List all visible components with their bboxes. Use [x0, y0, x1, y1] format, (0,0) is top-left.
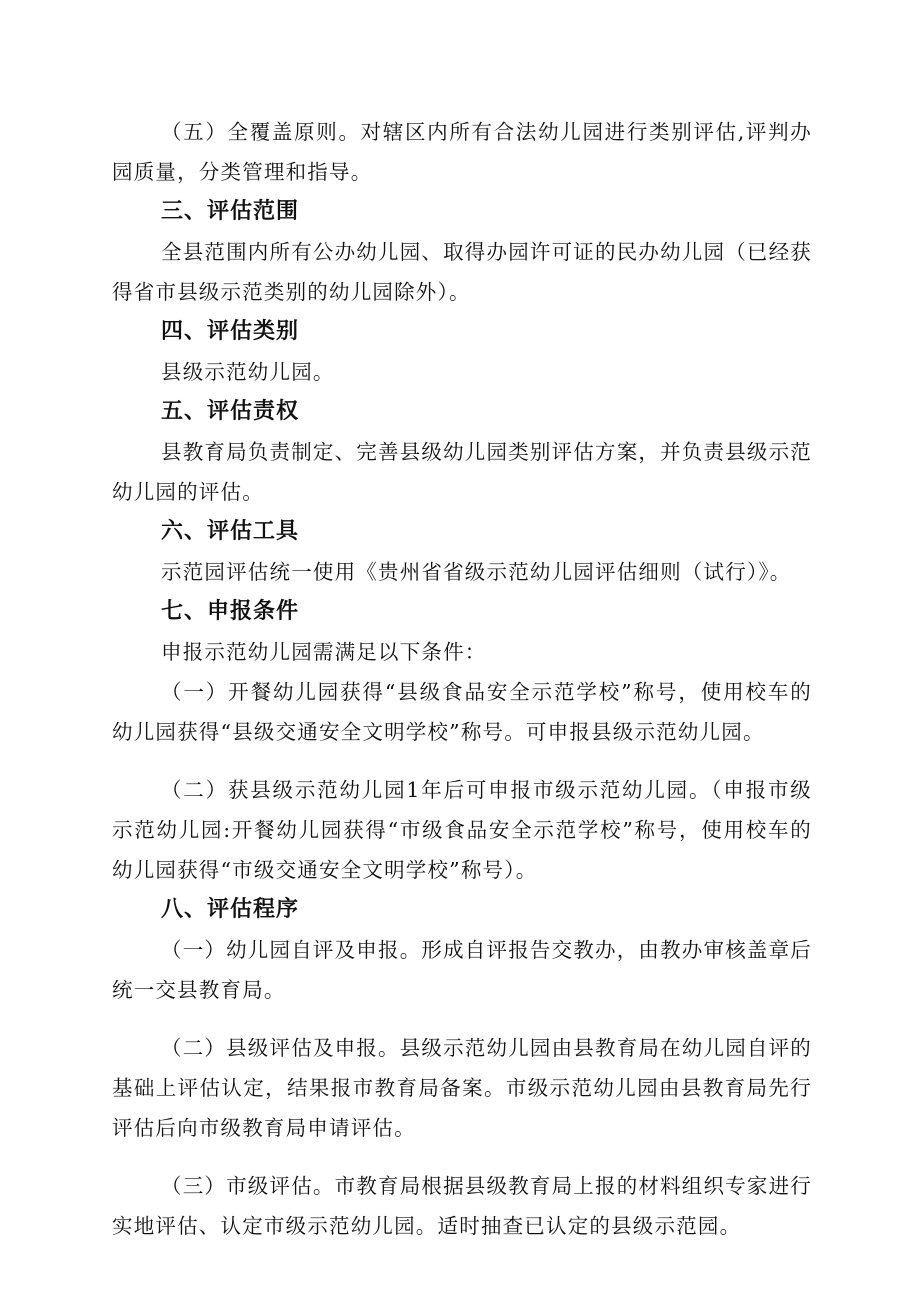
- paragraph-category: 县级示范幼儿园。: [161, 360, 335, 384]
- paragraph-condition-2: （二）获县级示范幼儿园1年后可申报市级示范幼儿园。（申报市级示范幼儿园:开餐幼儿园获得“市级食品安全示范学校”称号，使用校车的幼儿园获得“市级交通安全文明学校”称号）。: [112, 778, 812, 882]
- document-page: [112, 112, 812, 1246]
- heading-procedure: 八、评估程序: [161, 897, 300, 922]
- heading-tools: 六、评估工具: [161, 519, 300, 544]
- paragraph-scope: 全县范围内所有公办幼儿园、取得办园许可证的民办幼儿园（已经获得省市县级示范类别的幼儿园除外）。: [112, 240, 812, 304]
- paragraph-condition-1: （一）开餐幼儿园获得“县级食品安全示范学校”称号，使用校车的幼儿园获得“县级交通安全文明学校”称号。可申报县级示范幼儿园。: [112, 680, 812, 744]
- paragraph-procedure-1: （一）幼儿园自评及申报。形成自评报告交教办，由教办审核盖章后统一交县教育局。: [112, 938, 812, 1002]
- paragraph-procedure-2: （二）县级评估及申报。县级示范幼儿园由县教育局在幼儿园自评的基础上评估认定，结果报市教育局备案。市级示范幼儿园由县教育局先行评估后向市级教育局申请评估。: [112, 1036, 812, 1140]
- heading-category: 四、评估类别: [161, 319, 300, 344]
- paragraph-procedure-3: （三）市级评估。市教育局根据县级教育局上报的材料组织专家进行实地评估、认定市级示范幼儿园。适时抽查已认定的县级示范园。: [112, 1174, 812, 1238]
- heading-scope: 三、评估范围: [161, 199, 300, 224]
- paragraph-principle-5: （五）全覆盖原则。对辖区内所有合法幼儿园进行类别评估,评判办园质量，分类管理和指导。: [112, 120, 812, 184]
- paragraph-tools: 示范园评估统一使用《贵州省省级示范幼儿园评估细则（试行）》。: [161, 560, 792, 584]
- paragraph-conditions-intro: 申报示范幼儿园需满足以下条件：: [161, 640, 487, 664]
- heading-responsibility: 五、评估责权: [161, 399, 300, 424]
- heading-conditions: 七、申报条件: [161, 599, 300, 624]
- paragraph-responsibility: 县教育局负责制定、完善县级幼儿园类别评估方案，并负责县级示范幼儿园的评估。: [112, 440, 812, 504]
